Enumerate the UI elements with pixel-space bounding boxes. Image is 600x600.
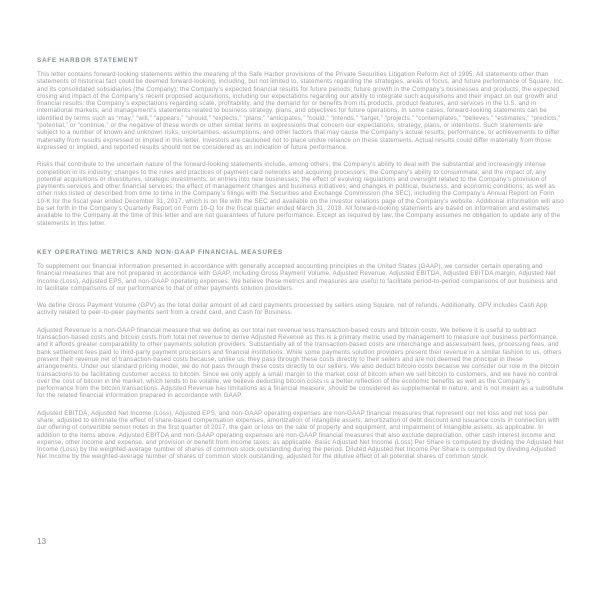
page-number: 13 — [37, 537, 47, 546]
section-key-operating-metrics — [37, 249, 564, 461]
safe-harbor-paragraph-1: This letter contains forward-looking statements within the meaning of the Safe Harbor provisions of the Private Securities Litigation Reform Act of 1995. All statements other than statements of historical fact could be deemed forward-looking, including, but not limited to, statements regarding the strategies, areas of focus, and future performance of Square, Inc. and its consolidated subsidiaries (the Company); the Company’s expected financial results for future periods; future growth in the Company’s businesses and products; the expected closing and impact of the Company’s recent proposed acquisitions, including our expectations regarding our ability to integrate such acquisitions and their impact on our growth and financial results; the Company’s expectations regarding scale, profitability, and the demand for or benefits from its products, product features, and services in the U.S. and in international markets; and management’s statements related to business strategy, plans, and objectives for future operations. In some cases, forward-looking statements can be identified by terms such as “may,” “will,” “appears,” “should,” “expects,” “plans,” “anticipates,” “could,” “intends,” “target,” “projects,” “contemplates,” “believes,” “estimates,” “predicts,” “potential,” or “continue,” or the negative of these words or other similar terms or expressions that concern our expectations, strategy, plans, or intentions. Such statements are subject to a number of known and unknown risks, uncertainties, assumptions, and other factors that may cause the Company’s actual results, performance, or achievements to differ materially from results expressed or implied in this letter. Investors are cautioned not to place undue reliance on these statements. Actual results could differ materially from those expressed or implied, and reported results should not be considered as an indication of future performance. — [37, 71, 564, 151]
metrics-paragraph-2: We define Gross Payment Volume (GPV) as the total dollar amount of all card payments processed by sellers using Square, net of refunds. Additionally, GPV includes Cash App activity related to peer-to-peer payments sent from a credit card, and Cash for Business. — [37, 302, 548, 317]
section-heading-safe-harbor: SAFE HARBOR STATEMENT — [37, 57, 139, 64]
safe-harbor-paragraph-2: Risks that contribute to the uncertain nature of the forward-looking statements include, among others, the Company’s ability to deal with the substantial and increasingly intense competition in its industry; changes to the rules and practices of payment card networks and acquiring processors; the Company’s ability to consummate, and the impact of, any potential acquisitions or divestitures, strategic investments, or entries into new businesses; the effect of evolving regulations and oversight related to the Company’s provision of payments services and other financial services; the effect of management changes and business initiatives; and changes in political, business, and economic conditions; as well as other risks listed or described from time to time in the Company’s filings with the Securities and Exchange Commission (the SEC), including the Company’s Annual Report on Form 10-K for the fiscal year ended December 31, 2017, which is on file with the SEC and available on the investor relations page of the Company’s website. Additional information will also be set forth in the Company’s Quarterly Report on Form 10-Q for the fiscal quarter ended March 31, 2018. All forward-looking statements are based on information and estimates available to the Company at the time of this letter and are not guarantees of future performance. Except as required by law, the Company assumes no obligation to update any of the statements in this letter. — [37, 161, 564, 227]
metrics-paragraph-4: Adjusted EBITDA, Adjusted Net Income (Loss), Adjusted EPS, and non-GAAP operating expenses are non-GAAP financial measures that represent our net loss and net loss per share, adjusted to eliminate the effect of share-based compensation expenses, amortization of intangible assets, amortization of debt discount and issuance costs in connection with our offering of convertible senior notes in the first quarter of 2017, the gain or loss on the sale of property and equipment, and impairment of intangible assets, as applicable. In addition to the items above, Adjusted EBITDA and non-GAAP operating expenses are non-GAAP financial measures that also exclude depreciation, other cash interest income and expense, other income and expense, and provision or benefit from income taxes, as applicable. Basic Adjusted Net Income (Loss) Per Share is computed by dividing the Adjusted Net Income (Loss) by the weighted-average number of shares of common stock outstanding during the period. Diluted Adjusted Net Income Per Share is computed by dividing Adjusted Net Income by the weighted-average number of shares of common stock outstanding, adjusted for the dilutive effect of all potential shares of common stock. — [37, 409, 564, 461]
section-safe-harbor — [37, 57, 564, 227]
metrics-paragraph-3: Adjusted Revenue is a non-GAAP financial measure that we define as our total net revenue less transaction-based costs and bitcoin costs. We believe it is useful to subtract transaction-based costs and bitcoin costs from total net revenue to derive Adjusted Revenue as this is a primary metric used by management to measure our business performance, and it affords greater comparability to other payments solution providers. Substantially all of the transaction-based costs are interchange and assessment fees, processing fees, and bank settlement fees paid to third-party payment processors and financial institutions. While some payments solution providers present their revenue in a similar fashion to us, others present their revenue net of transaction-based costs because, unlike us, they pass through these costs directly to their sellers and are not deemed the principal in these arrangements. Under our standard pricing model, we do not pass through these costs directly to our sellers. We also deduct bitcoin costs because we consider our role in the bitcoin transactions to be facilitating customer access to bitcoin. Since we only apply a small margin to the market cost of bitcoin when we sell bitcoin to customers, and we have no control over the cost of bitcoin in the market, which tends to be volatile, we believe deducting bitcoin costs is a better reflection of the economic benefits as well as the Company’s performance from the bitcoin transactions. Adjusted Revenue has limitations as a financial measure, should be considered as supplemental in nature, and is not meant as a substitute for the related financial information prepared in accordance with GAAP. — [37, 326, 564, 400]
page-content — [37, 57, 564, 461]
metrics-paragraph-1: To supplement our financial information presented in accordance with generally accepted accounting principles in the United States (GAAP), we consider certain operating and financial measures that are not prepared in accordance with GAAP, including Gross Payment Volume, Adjusted Revenue, Adjusted EBITDA, Adjusted EBITDA margin, Adjusted Net Income (Loss), Adjusted EPS, and non-GAAP operating expenses. We believe these metrics and measures are useful to facilitate period-to-period comparisons of our business and to facilitate comparisons of our performance to that of other payments solution providers. — [37, 262, 558, 292]
section-heading-key-operating-metrics: KEY OPERATING METRICS AND NON-GAAP FINANCIAL MEASURES — [37, 248, 283, 256]
